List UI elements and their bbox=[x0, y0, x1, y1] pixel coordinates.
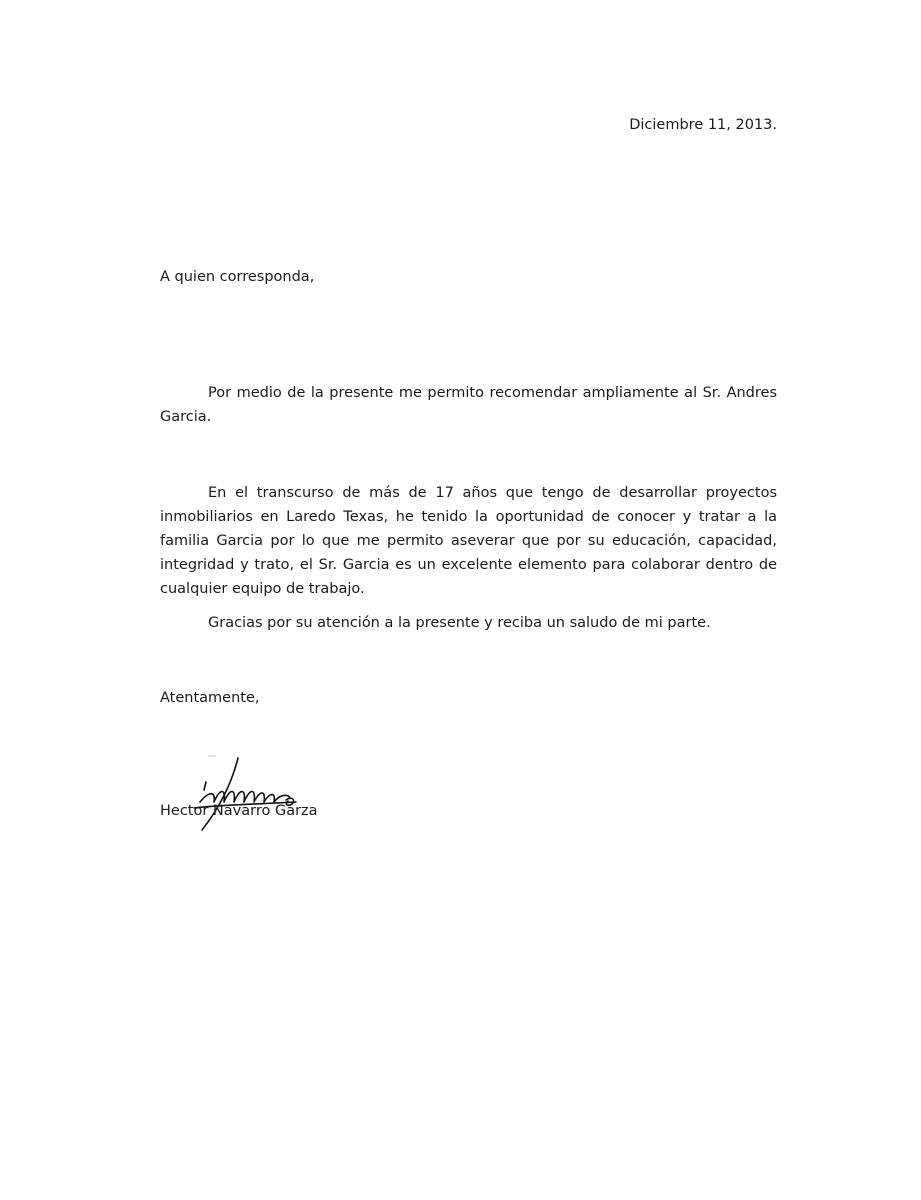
letter-date: Diciembre 11, 2013. bbox=[629, 117, 777, 133]
paragraph-experience: En el transcurso de más de 17 años que tengo de desarrollar proyectos inmobiliarios en Laredo Texas, he tenido la oportunidad de conocer y tratar a la familia Garcia por lo que me permito aseverar que por su educación, capacidad, integridad y trato, el Sr. Garcia es un excelente elemento para colaborar dentro de cualquier equipo de trabajo. bbox=[160, 485, 777, 597]
salutation: A quien corresponda, bbox=[160, 269, 315, 285]
paragraph-recommendation: Por medio de la presente me permito recomendar ampliamente al Sr. Andres Garcia. bbox=[160, 385, 777, 425]
paragraph-thanks: Gracias por su atención a la presente y reciba un saludo de mi parte. bbox=[208, 615, 711, 631]
closing: Atentamente, bbox=[160, 690, 260, 706]
handwritten-signature bbox=[180, 752, 310, 832]
signer-name: Hector Navarro Garza bbox=[160, 803, 318, 819]
